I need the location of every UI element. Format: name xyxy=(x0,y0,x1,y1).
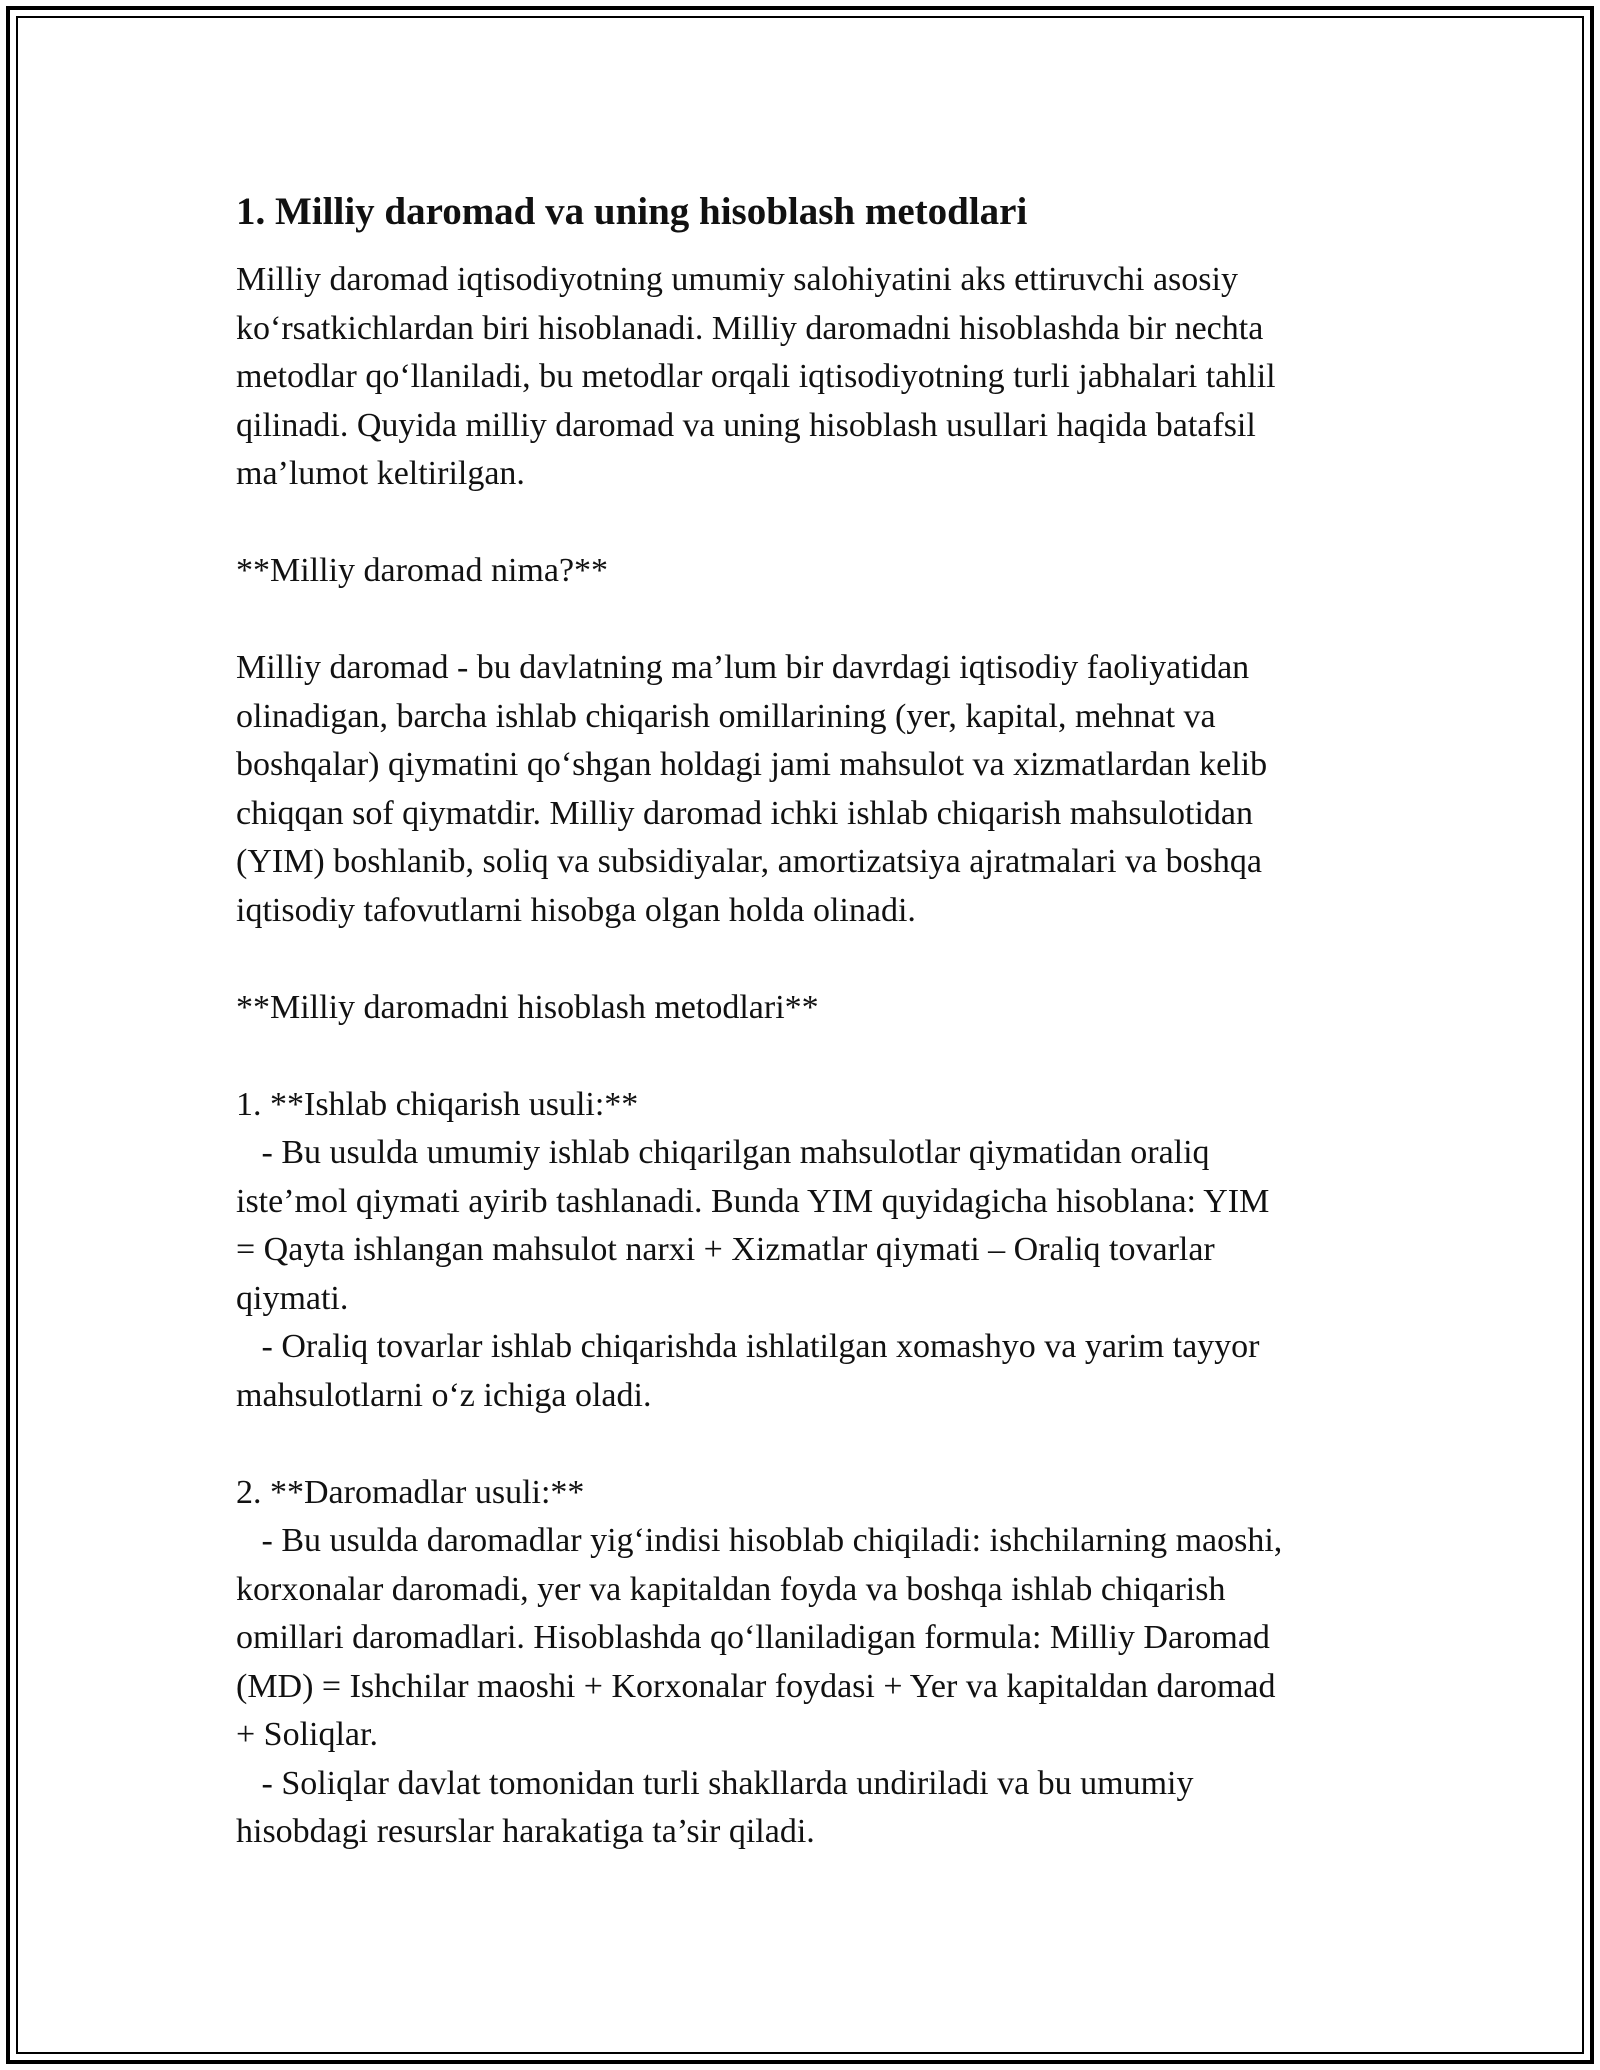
definition-paragraph xyxy=(236,644,1376,935)
text-line: + Soliqlar. xyxy=(236,1716,378,1753)
text-line: - Soliqlar davlat tomonidan turli shakllarda undiriladi va bu umumiy xyxy=(236,1764,1194,1802)
text-line: - Oraliq tovarlar ishlab chiqarishda ishlatilgan xomashyo va yarim tayyor xyxy=(236,1328,1260,1365)
text-line: olinadigan, barcha ishlab chiqarish omillarining (yer, kapital, mehnat va xyxy=(236,697,1216,735)
text-line: boshqalar) qiymatini qo‘shgan holdagi jami mahsulot va xizmatlardan kelib xyxy=(236,746,1268,783)
text-line: omillari daromadlari. Hisoblashda qo‘llaniladigan formula: Milliy Daromad xyxy=(236,1619,1270,1656)
subheading-definition xyxy=(236,547,1376,596)
text-line: Milliy daromad iqtisodiyotning umumiy salohiyatini aks ettiruvchi asosiy xyxy=(236,261,1238,298)
text-line: iste’mol qiymati ayirib tashlanadi. Bunda YIM quyidagicha hisoblana: YIM xyxy=(236,1182,1270,1220)
document-body xyxy=(236,186,1376,1857)
text-line: mahsulotlarni o‘z ichiga oladi. xyxy=(236,1376,652,1414)
text-line: 2. **Daromadlar usuli:** xyxy=(236,1473,585,1511)
method-production xyxy=(236,1081,1376,1421)
subheading-text: **Milliy daromad nima?** xyxy=(236,552,609,589)
text-line: Milliy daromad - bu davlatning ma’lum bir davrdagi iqtisodiy faoliyatidan xyxy=(236,649,1250,686)
text-line: (YIM) boshlanib, soliq va subsidiyalar, amortizatsiya ajratmalari va boshqa xyxy=(236,843,1262,880)
text-line: 1. **Ishlab chiqarish usuli:** xyxy=(236,1085,639,1123)
text-line: korxonalar daromadi, yer va kapitaldan foyda va boshqa ishlab chiqarish xyxy=(236,1570,1226,1608)
text-line: hisobdagi resurslar harakatiga ta’sir qiladi. xyxy=(236,1813,815,1850)
subheading-text: **Milliy daromadni hisoblash metodlari** xyxy=(236,988,819,1026)
text-line: iqtisodiy tafovutlarni hisobga olgan holda olinadi. xyxy=(236,891,916,929)
text-line: qilinadi. Quyida milliy daromad va uning hisoblash usullari haqida batafsil xyxy=(236,406,1256,444)
text-line: ko‘rsatkichlardan biri hisoblanadi. Milliy daromadni hisoblashda bir nechta xyxy=(236,309,1264,347)
subheading-methods xyxy=(236,984,1376,1033)
text-line: chiqqan sof qiymatdir. Milliy daromad ichki ishlab chiqarish mahsulotidan xyxy=(236,794,1253,832)
text-line: - Bu usulda umumiy ishlab chiqarilgan mahsulotlar qiymatidan oraliq xyxy=(236,1134,1210,1171)
text-line: metodlar qo‘llaniladi, bu metodlar orqali iqtisodiyotning turli jabhalari tahlil xyxy=(236,358,1276,395)
intro-paragraph xyxy=(236,256,1376,499)
section-heading: 1. Milliy daromad va uning hisoblash metodlari xyxy=(236,190,1028,233)
method-income xyxy=(236,1469,1376,1857)
text-line: qiymati. xyxy=(236,1279,349,1317)
text-line: - Bu usulda daromadlar yig‘indisi hisoblab chiqiladi: ishchilarning maoshi, xyxy=(236,1522,1283,1559)
text-line: (MD) = Ishchilar maoshi + Korxonalar foydasi + Yer va kapitaldan daromad xyxy=(236,1667,1276,1705)
text-line: ma’lumot keltirilgan. xyxy=(236,455,525,492)
text-line: = Qayta ishlangan mahsulot narxi + Xizmatlar qiymati – Oraliq tovarlar xyxy=(236,1231,1215,1268)
